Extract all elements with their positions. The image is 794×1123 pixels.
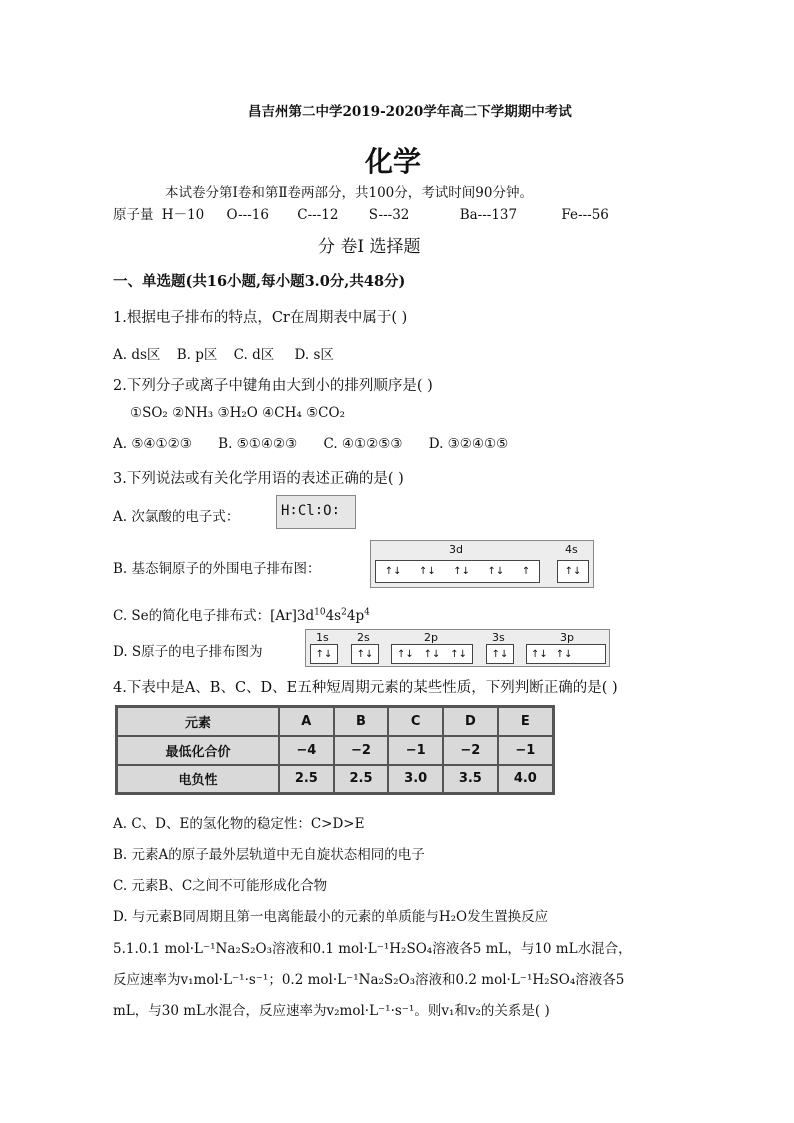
atomic-weight: S---32 bbox=[368, 207, 410, 223]
electron-formula: H∶Cl∶O∶ bbox=[281, 503, 341, 519]
option-a: A. ds区 bbox=[113, 347, 161, 363]
q3-option-d: D. S原子的电子排布图为 bbox=[113, 644, 263, 660]
q5-line-3: mL，与30 mL水混合，反应速率为v₂mol·L⁻¹·s⁻¹。则v₁和v₂的关系是( ) bbox=[113, 1003, 550, 1019]
section-heading: 一、单选题(共16小题,每小题3.0分,共48分) bbox=[113, 273, 406, 290]
superscript: 2 bbox=[341, 607, 347, 618]
table-cell: −2 bbox=[443, 736, 498, 765]
atomic-weight: Fe---56 bbox=[561, 207, 609, 223]
orbital-box: ↑↓ bbox=[555, 648, 573, 660]
orbital-label-3s: 3s bbox=[492, 631, 505, 644]
q5-line-1: 5.1.0.1 mol·L⁻¹Na₂S₂O₃溶液和0.1 mol·L⁻¹H₂SO₄溶液各5 mL，与10 mL水混合， bbox=[113, 941, 632, 957]
q4-option-a: A. C、D、E的氢化物的稳定性：C>D>E bbox=[113, 816, 365, 832]
orbital-box: ↑↓ bbox=[491, 648, 509, 660]
table-header: B bbox=[334, 707, 389, 736]
atomic-label: 原子量 bbox=[113, 207, 154, 223]
table-cell: 电负性 bbox=[117, 765, 280, 794]
s-orbital-diagram bbox=[305, 629, 610, 667]
option-c-text: 4p bbox=[346, 608, 365, 624]
q1-stem: 1.根据电子排布的特点，Cr在周期表中属于( ) bbox=[113, 310, 408, 326]
element-properties-table bbox=[115, 705, 555, 795]
orbital-boxes-1s bbox=[310, 644, 338, 664]
orbital-boxes-2s bbox=[351, 644, 379, 664]
option-a: A. ⑤④①②③ bbox=[113, 436, 192, 452]
table-cell: −1 bbox=[498, 736, 554, 765]
orbital-box: ↑↓ bbox=[564, 566, 582, 577]
table-cell: 4.0 bbox=[498, 765, 554, 794]
orbital-box: ↑↓ bbox=[423, 648, 441, 660]
orbital-boxes-3d bbox=[375, 560, 540, 583]
subject-title: 化学 bbox=[365, 145, 422, 178]
orbital-box: ↑↓ bbox=[453, 566, 471, 577]
table-header: C bbox=[388, 707, 443, 736]
option-d: D. ③②④①⑤ bbox=[428, 436, 509, 452]
option-c-text: C. Se的简化电子排布式：[Ar]3d bbox=[113, 608, 315, 624]
q2-items: ①SO₂ ②NH₃ ③H₂O ④CH₄ ⑤CO₂ bbox=[130, 405, 345, 421]
school-title: 昌吉州第二中学2019-2020学年高二下学期期中考试 bbox=[248, 104, 572, 120]
superscript: 10 bbox=[314, 607, 326, 618]
orbital-label-4s: 4s bbox=[565, 543, 578, 556]
atomic-weights-line bbox=[113, 203, 609, 223]
orbital-box: ↑↓ bbox=[396, 648, 414, 660]
table-header: 元素 bbox=[117, 707, 280, 736]
q4-option-c: C. 元素B、C之间不可能形成化合物 bbox=[113, 878, 328, 894]
q4-option-d: D. 与元素B同周期且第一电离能最小的元素的单质能与H₂O发生置换反应 bbox=[113, 909, 549, 925]
table-header-row bbox=[117, 707, 554, 736]
orbital-boxes-3p bbox=[526, 644, 606, 664]
orbital-box: ↑↓ bbox=[531, 648, 548, 660]
q3-option-b: B. 基态铜原子的外围电子排布图： bbox=[113, 561, 321, 577]
table-header: D bbox=[443, 707, 498, 736]
table-cell: −2 bbox=[334, 736, 389, 765]
table-header: E bbox=[498, 707, 554, 736]
orbital-box: ↑↓ bbox=[450, 648, 468, 660]
q1-options bbox=[113, 343, 334, 363]
table-header: A bbox=[279, 707, 334, 736]
table-cell: 最低化合价 bbox=[117, 736, 280, 765]
orbital-box: ↑↓ bbox=[487, 566, 505, 577]
atomic-weight: C---12 bbox=[297, 207, 339, 223]
table-cell: 3.5 bbox=[443, 765, 498, 794]
q2-options bbox=[113, 436, 508, 452]
option-b: B. p区 bbox=[176, 347, 218, 363]
q3-stem: 3.下列说法或有关化学用语的表述正确的是( ) bbox=[113, 471, 404, 487]
atomic-weight: H－10 bbox=[161, 207, 205, 223]
orbital-box: ↑↓ bbox=[419, 566, 436, 577]
table-cell: −1 bbox=[388, 736, 443, 765]
orbital-label-2s: 2s bbox=[357, 631, 370, 644]
orbital-boxes-3s bbox=[486, 644, 514, 664]
option-d: D. s区 bbox=[294, 347, 334, 363]
orbital-label-3p: 3p bbox=[560, 631, 574, 644]
cu-orbital-diagram bbox=[370, 540, 594, 588]
q3-option-a: A. 次氯酸的电子式： bbox=[113, 509, 240, 525]
table-cell: 3.0 bbox=[388, 765, 443, 794]
orbital-box: ↑↓ bbox=[315, 648, 333, 660]
exam-intro: 本试卷分第Ⅰ卷和第Ⅱ卷两部分，共100分，考试时间90分钟。 bbox=[165, 185, 533, 201]
table-cell: −4 bbox=[279, 736, 334, 765]
part-title: 分 卷Ⅰ 选择题 bbox=[318, 237, 421, 257]
q4-stem: 4.下表中是A、B、C、D、E五种短周期元素的某些性质，下列判断正确的是( ) bbox=[113, 680, 618, 696]
atomic-weight: Ba---137 bbox=[459, 207, 518, 223]
orbital-boxes-4s bbox=[557, 560, 589, 583]
option-c: C. ④①②⑤③ bbox=[323, 436, 403, 452]
option-c: C. d区 bbox=[233, 347, 275, 363]
orbital-label-2p: 2p bbox=[424, 631, 438, 644]
option-b: B. ⑤①④②③ bbox=[218, 436, 298, 452]
orbital-boxes-2p bbox=[391, 644, 473, 664]
atomic-weight: O---16 bbox=[226, 207, 269, 223]
superscript: 4 bbox=[364, 607, 370, 618]
orbital-box: ↑↓ bbox=[356, 648, 374, 660]
q4-option-b: B. 元素A的原子最外层轨道中无自旋状态相同的电子 bbox=[113, 847, 425, 863]
orbital-label-1s: 1s bbox=[316, 631, 329, 644]
orbital-box: ↑ bbox=[521, 566, 531, 577]
table-row bbox=[117, 736, 554, 765]
table-cell: 2.5 bbox=[279, 765, 334, 794]
q5-line-2: 反应速率为v₁mol·L⁻¹·s⁻¹；0.2 mol·L⁻¹Na₂S₂O₃溶液和0.2 mol·L⁻¹H₂SO₄溶液各5 bbox=[113, 972, 625, 988]
q3-option-c bbox=[113, 604, 370, 624]
option-c-text: 4s bbox=[325, 608, 342, 624]
orbital-label-3d: 3d bbox=[449, 543, 463, 556]
table-row bbox=[117, 765, 554, 794]
electron-formula-image bbox=[276, 495, 356, 529]
orbital-box: ↑↓ bbox=[384, 566, 402, 577]
q2-stem: 2.下列分子或离子中键角由大到小的排列顺序是( ) bbox=[113, 378, 433, 394]
table-cell: 2.5 bbox=[334, 765, 389, 794]
